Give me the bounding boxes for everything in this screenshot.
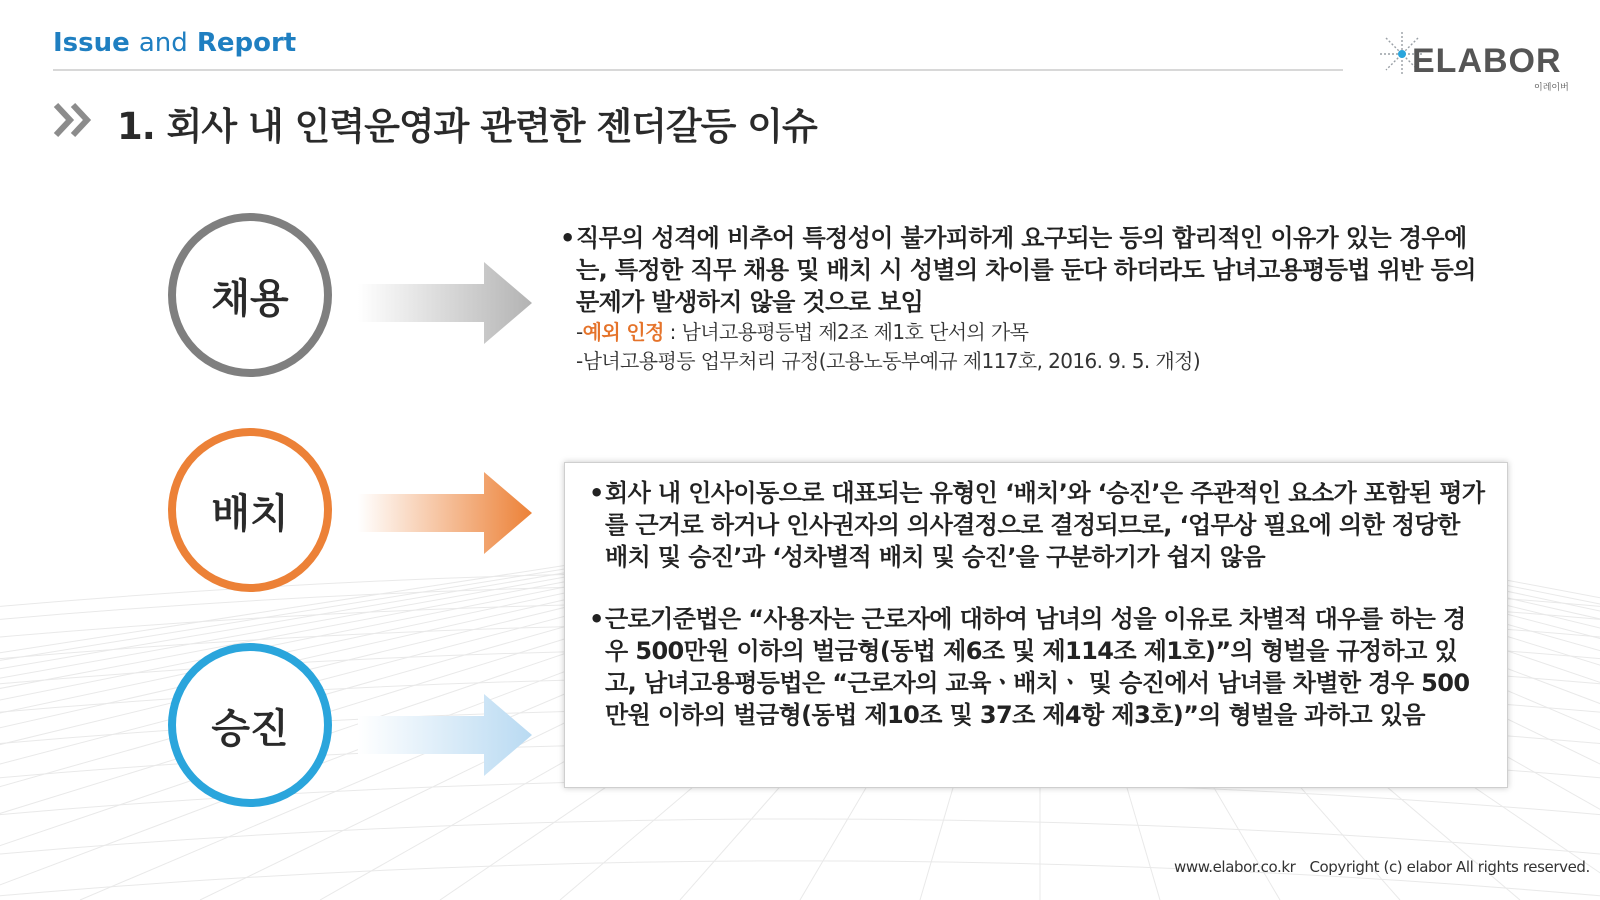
arrow-right-icon [358,472,532,554]
double-chevron-icon [53,102,95,138]
hiring-note-exception [560,318,1490,347]
bullet-dot: • [560,224,575,252]
header-word-report: Report [196,28,297,58]
bullet-dot: • [589,605,604,633]
circle-placement: 배치 [168,428,332,592]
footer-copyright: Copyright (c) elabor All rights reserved. [1309,858,1590,876]
page-title: 1. 회사 내 인력운영과 관련한 젠더갈등 이슈 [117,105,817,148]
hiring-note-regulation: -남녀고용평등 업무처리 규정(고용노동부예규 제117호, 2016. 9. 5. 개정) [576,349,1201,373]
placement-promotion-box [564,462,1508,788]
circle-hiring: 채용 [168,213,332,377]
footer [1174,858,1590,876]
section-header [53,28,296,58]
box-bullet-2 [589,603,1485,731]
hiring-description [560,222,1490,376]
box-bullet-1 [589,477,1485,573]
note-prefix: - [576,320,583,344]
hiring-bullet-text: 직무의 성격에 비추어 특정성이 불가피하게 요구되는 등의 합리적인 이유가 있는 경우에는, 특정한 직무 채용 및 배치 시 성별의 차이를 둔다 하더라도 남녀고용평등법 위반 등의 문제가 발생하지 않을 것으로 보임 [576,224,1476,316]
bullet-dot: • [589,479,604,507]
header-word-and: and [138,28,188,58]
arrow-right-icon [358,262,532,344]
header-word-issue: Issue [53,28,130,58]
exception-highlight: 예외 인정 [582,320,664,344]
note-rest: : 남녀고용평등법 제2조 제1호 단서의 가목 [663,320,1029,344]
logo-subtext: 이레이버 [1534,83,1569,93]
box-bullet-2-text: 근로기준법은 “사용자는 근로자에 대하여 남녀의 성을 이유로 차별적 대우를 하는 경우 500만원 이하의 벌금형(동법 제6조 및 제114조 제1호)”의 형벌을 규정하고 있고, 남녀고용평등법은 “근로자의 교육ㆍ배치ㆍ 및 승진에서 남녀를 차별한 경우 500만원 이하의 벌금형(동법 제10조 및 37조 제4항 제3호)”의 형벌을 과하고 있음 [605,605,1470,729]
circle-promotion: 승진 [168,643,332,807]
footer-site: www.elabor.co.kr [1174,858,1296,876]
logo-text: ELABOR [1412,42,1562,80]
hiring-bullet [560,222,1490,318]
header-divider [53,69,1343,71]
arrow-right-icon [358,694,532,776]
box-bullet-1-text: 회사 내 인사이동으로 대표되는 유형인 ‘배치’와 ‘승진’은 주관적인 요소가 포함된 평가를 근거로 하거나 인사권자의 의사결정으로 결정되므로, ‘업무상 필요에 의한 정당한 배치 및 승진’과 ‘성차별적 배치 및 승진’을 구분하기가 쉽지 않음 [605,479,1485,571]
elabor-logo [1376,28,1576,92]
